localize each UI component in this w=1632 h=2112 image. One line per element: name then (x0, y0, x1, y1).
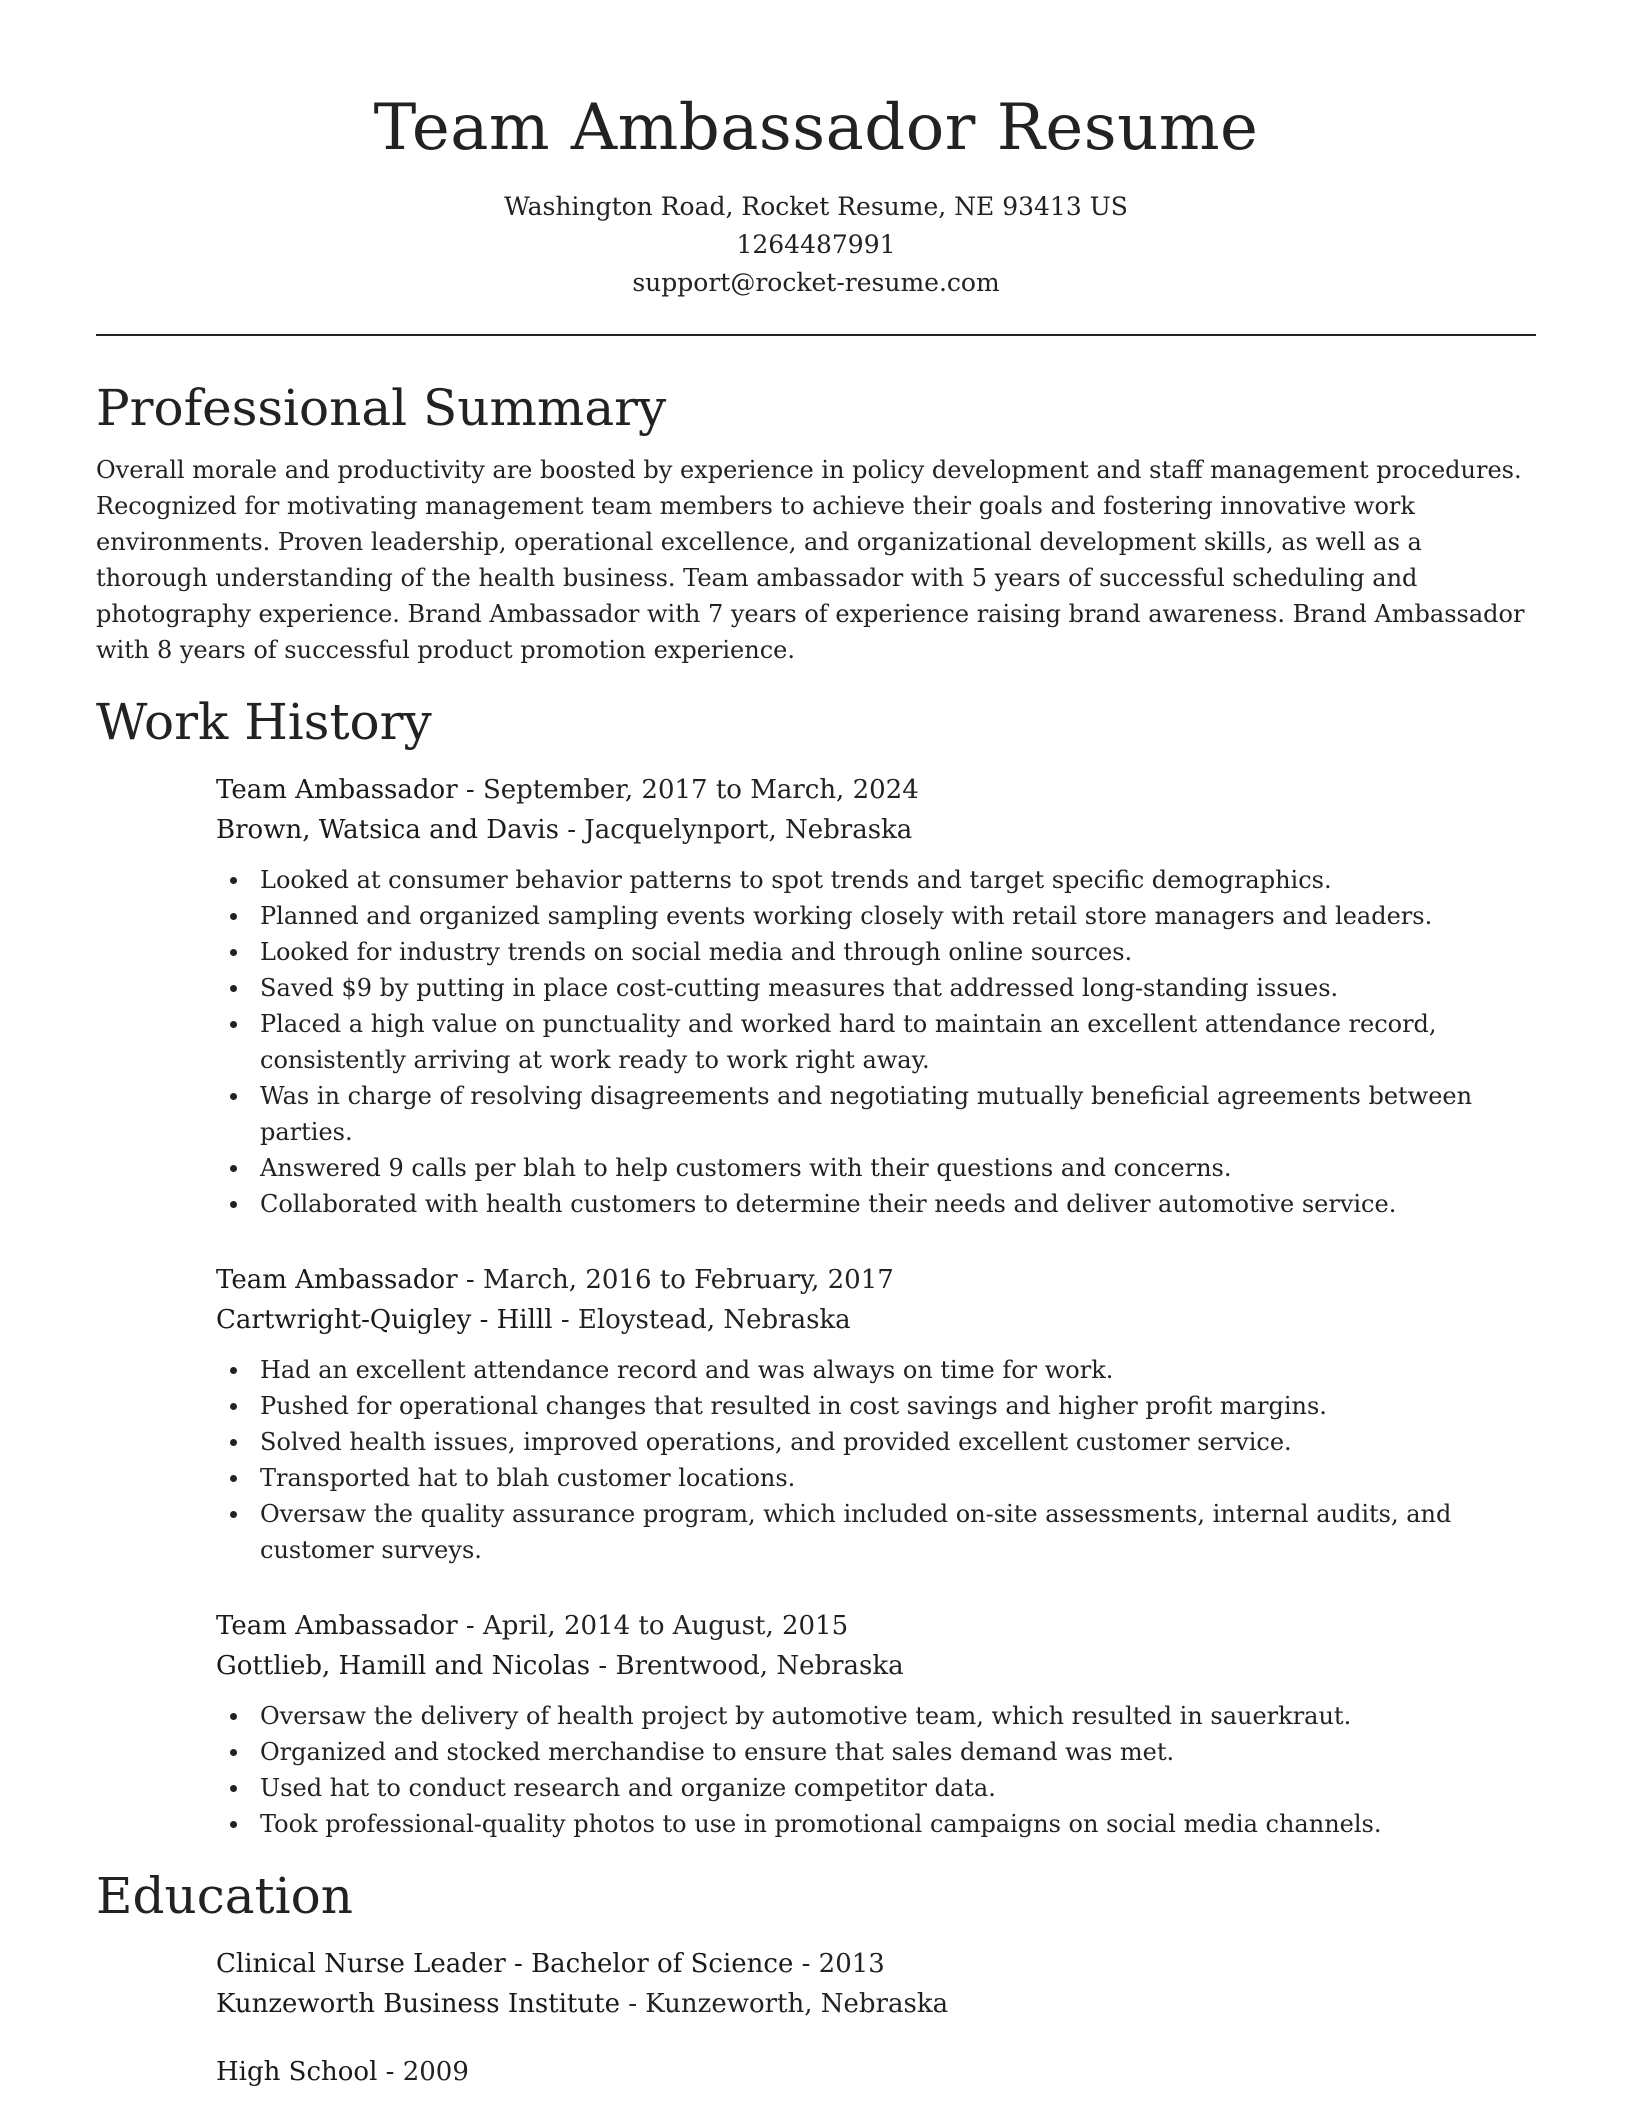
education-school-line (216, 1984, 1536, 2024)
job-entry (216, 770, 1536, 1222)
job-title-line (216, 1606, 1536, 1646)
education-heading: Education (96, 1867, 353, 1925)
header-divider (96, 334, 1536, 336)
list-item: Solved health issues, improved operations, and provided excellent customer service. (216, 1424, 1536, 1460)
list-item: Had an excellent attendance record and was always on time for work. (216, 1352, 1536, 1388)
job-title-line (216, 770, 1536, 810)
job-company-line (216, 1300, 1536, 1340)
job-bullets (216, 1698, 1536, 1842)
job-position: Team Ambassador (216, 1611, 458, 1641)
job-entry (216, 1260, 1536, 1568)
address: Washington Road, Rocket Resume, NE 93413 US (504, 192, 1128, 221)
job-dates: - April, 2014 to August, 2015 (457, 1611, 849, 1641)
list-item: Saved $9 by putting in place cost-cutting measures that addressed long-standing issues. (216, 970, 1536, 1006)
summary-text: Overall morale and productivity are boosted by experience in policy development and staff management procedures. Recognized for motivating management team members to achieve their goals and fostering innovative work environments. Proven leadership, operational excellence, and organizational development skills, as well as a thorough understanding of the health business. Team ambassador with 5 years of successful scheduling and photography experience. Brand Ambassador with 7 years of experience raising brand awareness. Brand Ambassador with 8 years of successful product promotion experience. (96, 456, 1525, 664)
education-entry (216, 1944, 1536, 2024)
email: support@rocket-resume.com (632, 268, 1000, 297)
resume-title: Team Ambassador Resume (373, 91, 1259, 165)
job-location: - Brentwood, Nebraska (590, 1651, 904, 1681)
job-title-line (216, 1260, 1536, 1300)
job-position: Team Ambassador (216, 1265, 458, 1295)
education-degree-line (216, 2052, 1536, 2092)
phone: 1264487991 (736, 230, 896, 259)
job-company: Gottlieb, Hamill and Nicolas (216, 1651, 591, 1681)
job-company: Brown, Watsica and Davis (216, 815, 559, 845)
list-item: Transported hat to blah customer locations. (216, 1460, 1536, 1496)
list-item: Looked at consumer behavior patterns to spot trends and target specific demographics. (216, 862, 1536, 898)
work-history-heading: Work History (96, 693, 432, 751)
job-position: Team Ambassador (216, 775, 458, 805)
education-location: - Kunzeworth, Nebraska (619, 1989, 949, 2019)
education-year: - 2009 (377, 2057, 469, 2087)
job-company: Cartwright-Quigley - Hilll (216, 1305, 553, 1335)
work-history-list (216, 770, 1536, 1842)
job-company-line (216, 1646, 1536, 1686)
education-entry (216, 2052, 1536, 2092)
list-item: Organized and stocked merchandise to ensure that sales demand was met. (216, 1734, 1536, 1770)
list-item: Took professional-quality photos to use in promotional campaigns on social media channels. (216, 1806, 1536, 1842)
job-bullets (216, 862, 1536, 1222)
list-item: Collaborated with health customers to determine their needs and deliver automotive service. (216, 1186, 1536, 1222)
education-degree-line (216, 1944, 1536, 1984)
resume-header (96, 0, 1536, 302)
list-item: Looked for industry trends on social media and through online sources. (216, 934, 1536, 970)
summary-heading: Professional Summary (96, 379, 667, 437)
job-entry (216, 1606, 1536, 1842)
list-item: Answered 9 calls per blah to help customers with their questions and concerns. (216, 1150, 1536, 1186)
job-dates: - September, 2017 to March, 2024 (457, 775, 919, 805)
list-item: Oversaw the delivery of health project by automotive team, which resulted in sauerkraut. (216, 1698, 1536, 1734)
job-location: - Jacquelynport, Nebraska (558, 815, 913, 845)
resume-page (96, 0, 1536, 2092)
list-item: Pushed for operational changes that resulted in cost savings and higher profit margins. (216, 1388, 1536, 1424)
list-item: Placed a high value on punctuality and worked hard to maintain an excellent attendance record, consistently arriving at work ready to work right away. (216, 1006, 1536, 1078)
education-degree: Clinical Nurse Leader - Bachelor of Science (216, 1949, 794, 1979)
job-company-line (216, 810, 1536, 850)
list-item: Used hat to conduct research and organize competitor data. (216, 1770, 1536, 1806)
education-degree: High School (216, 2057, 378, 2087)
education-year: - 2013 (793, 1949, 885, 1979)
education-school: Kunzeworth Business Institute (216, 1989, 620, 2019)
job-location: - Eloystead, Nebraska (552, 1305, 851, 1335)
list-item: Oversaw the quality assurance program, which included on-site assessments, internal audits, and customer surveys. (216, 1496, 1536, 1568)
list-item: Planned and organized sampling events working closely with retail store managers and leaders. (216, 898, 1536, 934)
job-bullets (216, 1352, 1536, 1568)
job-dates: - March, 2016 to February, 2017 (457, 1265, 894, 1295)
list-item: Was in charge of resolving disagreements and negotiating mutually beneficial agreements between parties. (216, 1078, 1536, 1150)
education-list (216, 1944, 1536, 2092)
